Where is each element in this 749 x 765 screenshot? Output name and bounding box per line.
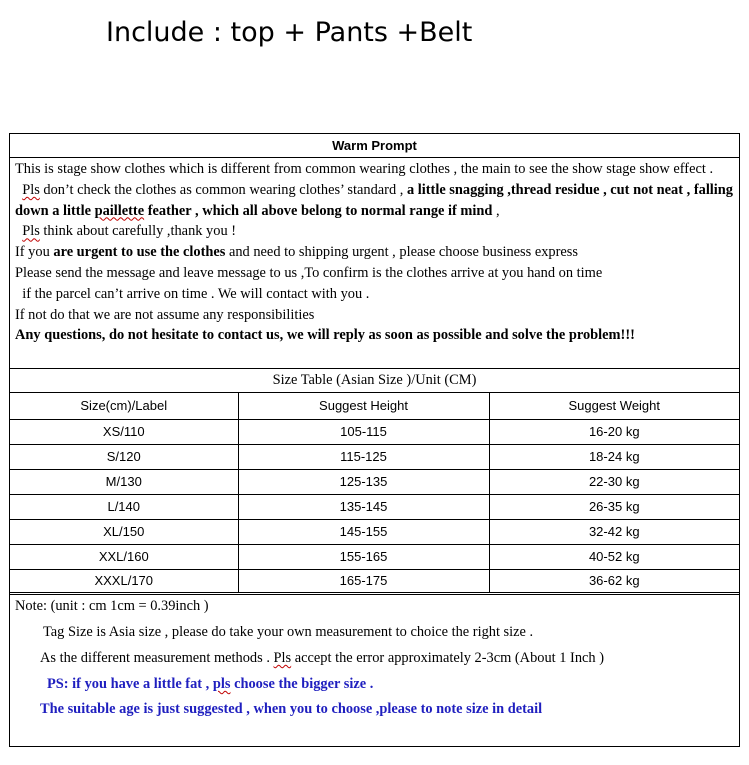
warm-prompt-body bbox=[15, 159, 737, 346]
prompt-line-parcel bbox=[15, 284, 737, 305]
note-measurement bbox=[40, 650, 604, 667]
table-row bbox=[10, 545, 739, 570]
prompt-line-urgent bbox=[15, 242, 737, 263]
height-cell: 115-125 bbox=[238, 445, 489, 470]
header-suggest-height: Suggest Height bbox=[238, 393, 489, 420]
prompt-line-message: Please send the message and leave message to us ,To confirm is the clothes arrive at you hand on time bbox=[15, 264, 603, 281]
prompt-normal-range-text: feather , which all above belong to normal range if mind bbox=[144, 202, 493, 219]
note-ps-tail: choose the bigger size . bbox=[230, 676, 374, 692]
prompt-line-show-clothes: This is stage show clothes which is different from common wearing clothes , the main to see the show stage show effect . bbox=[15, 161, 714, 177]
weight-cell: 40-52 kg bbox=[489, 545, 739, 570]
height-cell: 135-145 bbox=[238, 495, 489, 520]
size-cell: M/130 bbox=[10, 470, 238, 495]
size-cell: XXL/160 bbox=[10, 545, 238, 570]
note-ps-bigger-size bbox=[47, 676, 373, 693]
size-table-header-row bbox=[10, 393, 739, 420]
height-cell: 155-165 bbox=[238, 545, 489, 570]
prompt-line-think bbox=[15, 221, 737, 242]
prompt-urgent-lead: If you bbox=[15, 244, 54, 261]
size-cell: S/120 bbox=[10, 445, 238, 470]
prompt-parcel-text: if the parcel can’t arrive on time . We will contact with you . bbox=[22, 285, 370, 302]
prompt-defects-text: a little snagging ,thread residue , cut not neat , falling down a little bbox=[15, 181, 734, 219]
size-cell: XL/150 bbox=[10, 520, 238, 545]
note-measurement-tail: accept the error approximately 2-3cm (About 1 Inch ) bbox=[291, 650, 605, 666]
table-row bbox=[10, 445, 739, 470]
height-cell: 145-155 bbox=[238, 520, 489, 545]
prompt-word-paillette: paillette bbox=[94, 202, 145, 219]
table-row bbox=[10, 520, 739, 545]
prompt-line-questions bbox=[15, 325, 737, 346]
note-measurement-lead: As the different measurement methods . bbox=[40, 650, 274, 666]
info-sheet bbox=[9, 133, 740, 747]
prompt-line-responsibility: If not do that we are not assume any responsibilities bbox=[15, 306, 315, 323]
size-table bbox=[10, 393, 739, 593]
weight-cell: 22-30 kg bbox=[489, 470, 739, 495]
table-row bbox=[10, 570, 739, 593]
header-suggest-weight: Suggest Weight bbox=[489, 393, 739, 420]
note-word-pls-2: pls bbox=[212, 676, 231, 692]
table-row bbox=[10, 470, 739, 495]
warm-prompt-title: Warm Prompt bbox=[10, 134, 739, 158]
table-row bbox=[10, 495, 739, 520]
prompt-questions-text: Any questions, do not hesitate to contact us, we will reply as soon as possible and solve the problem!!! bbox=[15, 327, 635, 344]
weight-cell: 32-42 kg bbox=[489, 520, 739, 545]
prompt-word-pls: Pls bbox=[22, 181, 40, 198]
prompt-urgent-bold: are urgent to use the clothes bbox=[53, 244, 226, 261]
note-unit: Note: (unit : cm 1cm = 0.39inch ) bbox=[15, 598, 209, 614]
prompt-standard-tail: , bbox=[492, 202, 500, 219]
notes-section bbox=[10, 594, 739, 717]
weight-cell: 16-20 kg bbox=[489, 420, 739, 445]
weight-cell: 36-62 kg bbox=[489, 570, 739, 593]
size-table-caption: Size Table (Asian Size )/Unit (CM) bbox=[10, 368, 739, 393]
height-cell: 165-175 bbox=[238, 570, 489, 593]
table-row bbox=[10, 420, 739, 445]
note-suitable-age: The suitable age is just suggested , when you to choose ,please to note size in detail bbox=[40, 701, 543, 717]
headline: Include : top + Pants +Belt bbox=[106, 17, 473, 48]
prompt-urgent-tail: and need to shipping urgent , please choose business express bbox=[225, 244, 579, 261]
note-tag-size: Tag Size is Asia size , please do take your own measurement to choice the right size . bbox=[43, 624, 534, 640]
prompt-line-standard bbox=[15, 180, 737, 222]
height-cell: 105-115 bbox=[238, 420, 489, 445]
prompt-standard-text: don’t check the clothes as common wearing clothes’ standard , bbox=[39, 181, 404, 198]
prompt-word-pls-2: Pls bbox=[22, 223, 40, 240]
note-ps-lead: PS: if you have a little fat , bbox=[47, 676, 213, 692]
height-cell: 125-135 bbox=[238, 470, 489, 495]
note-word-pls: Pls bbox=[273, 650, 292, 666]
size-cell: L/140 bbox=[10, 495, 238, 520]
weight-cell: 18-24 kg bbox=[489, 445, 739, 470]
size-cell: XXXL/170 bbox=[10, 570, 238, 593]
size-cell: XS/110 bbox=[10, 420, 238, 445]
prompt-think-text: think about carefully ,thank you ! bbox=[39, 223, 237, 240]
header-size-label: Size(cm)/Label bbox=[10, 393, 238, 420]
weight-cell: 26-35 kg bbox=[489, 495, 739, 520]
